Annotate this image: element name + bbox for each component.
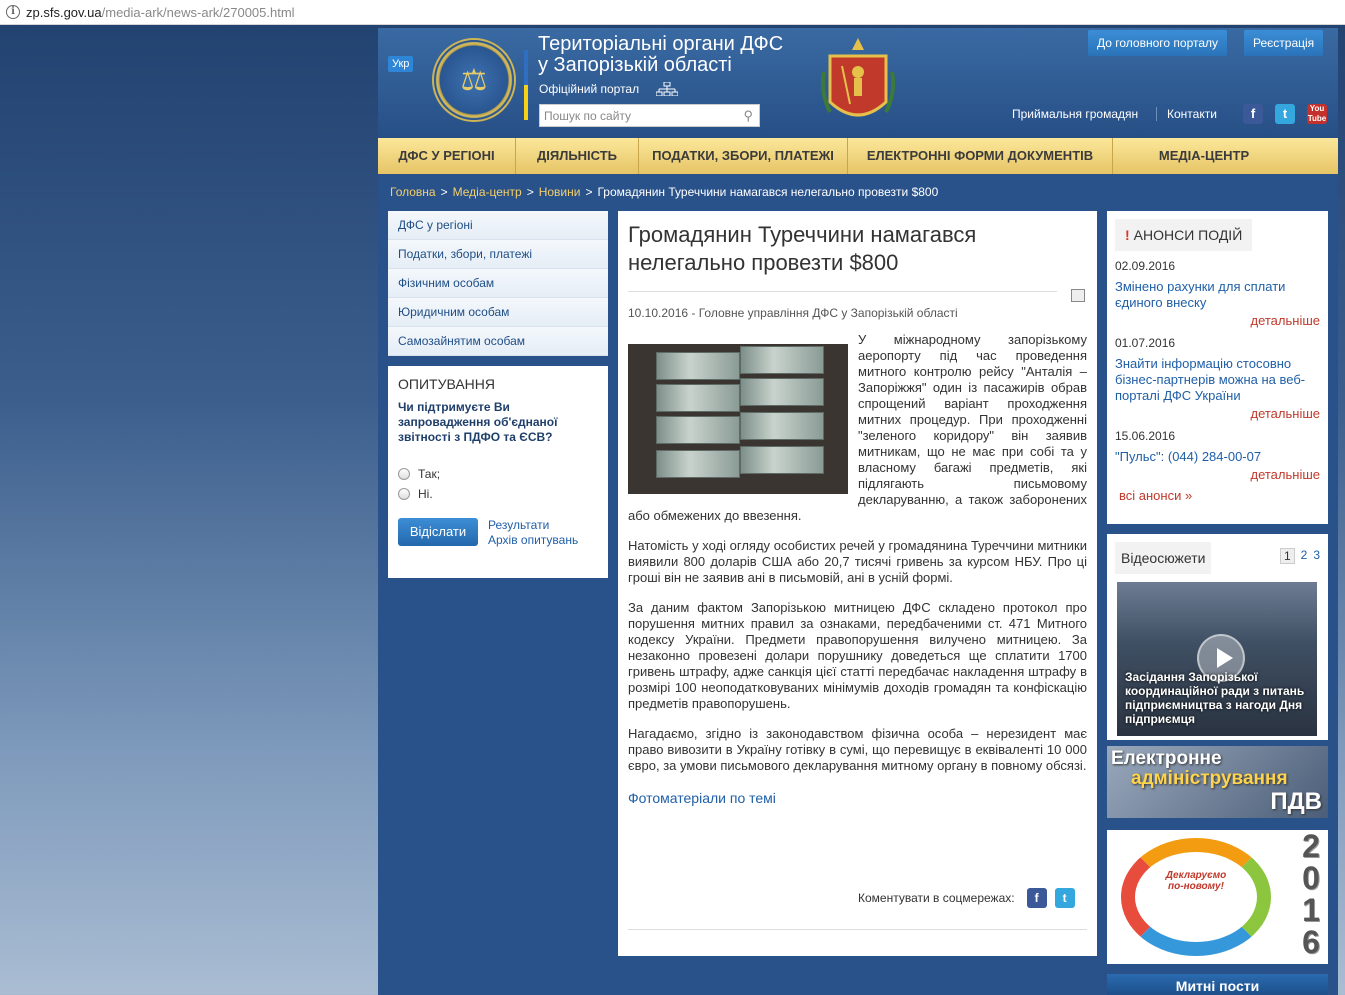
article-paragraph: У міжнародному запорізькому аеропорту під час проведення митного контролю рейсу "Анталія – Запоріжжя" один із пасажирів обрав спрощений варіант проходження митних процедур. При проходженні "зеленого коридору" він заявив митникам, що не має при собі та у власному багажі предметів, які підлягають письмовому декларуванню, а також заборонених або обмежених до ввезення.	[628, 332, 1087, 523]
breadcrumb-news[interactable]: Новини	[538, 185, 581, 199]
announcement-link[interactable]: Знайти інформацію стосовно бізнес-партнерів можна на веб-порталі ДФС України	[1115, 356, 1306, 403]
sidebar-item-taxes[interactable]: Податки, збори, платежі	[388, 240, 608, 269]
language-switch[interactable]: Укр	[388, 56, 413, 72]
article-photo[interactable]	[628, 344, 848, 494]
all-announcements-link[interactable]: всі анонси »	[1119, 488, 1193, 503]
address-bar[interactable]	[0, 0, 1345, 25]
site-container	[378, 28, 1338, 995]
main-portal-button[interactable]: До головного порталу	[1088, 30, 1227, 56]
video-widget	[1107, 534, 1328, 740]
article-meta: 10.10.2016 - Головне управління ДФС у Запорізькій області	[628, 306, 958, 320]
radio-no[interactable]	[398, 488, 410, 500]
dfs-emblem-logo[interactable]	[432, 38, 516, 122]
facebook-icon[interactable]: f	[1027, 888, 1047, 908]
menu-item-taxes[interactable]: ПОДАТКИ, ЗБОРИ, ПЛАТЕЖІ	[639, 138, 848, 174]
page-2[interactable]: 2	[1300, 548, 1308, 562]
sidebar-item-dfs-region[interactable]: ДФС у регіоні	[388, 211, 608, 240]
twitter-icon[interactable]: t	[1055, 888, 1075, 908]
article-body	[628, 332, 1087, 806]
e-vat-banner[interactable]: Електронне адміністрування ПДВ	[1107, 746, 1328, 818]
announcement-link[interactable]: "Пульс": (044) 284-00-07	[1115, 449, 1262, 464]
breadcrumb-media[interactable]: Медіа-центр	[452, 185, 522, 199]
announcements-tab: ! АНОНСИ ПОДІЙ	[1115, 219, 1252, 251]
poll-archive-link[interactable]: Архів опитувань	[488, 533, 579, 547]
main-menu	[378, 138, 1338, 174]
site-subtitle: Офіційний портал	[539, 82, 640, 96]
banknote-image	[656, 384, 740, 412]
share-bar	[858, 888, 1075, 908]
divider	[1156, 107, 1157, 121]
breadcrumb: Головна > Медіа-центр > Новини > Громадянин Туреччини намагався нелегально провезти $800	[390, 185, 939, 199]
poll-title: ОПИТУВАННЯ	[398, 376, 496, 392]
radio-yes[interactable]	[398, 468, 410, 480]
menu-item-media-center[interactable]: МЕДІА-ЦЕНТР	[1158, 148, 1250, 163]
announcement-date: 15.06.2016	[1115, 429, 1176, 443]
url-domain: zp.sfs.gov.ua	[26, 4, 102, 20]
header	[378, 28, 1338, 138]
sidebar-item-legal-entities[interactable]: Юридичним особам	[388, 298, 608, 327]
menu-item-activity[interactable]: ДІЯЛЬНІСТЬ	[516, 138, 639, 174]
poll-option-yes[interactable]: Так;	[398, 467, 598, 481]
facebook-icon[interactable]: f	[1243, 104, 1263, 124]
photo-materials-link[interactable]: Фотоматеріали по темі	[628, 790, 776, 806]
article-paragraph: Нагадаємо, згідно із законодавством фізична особа – нерезидент має право вивозити в Україну готівку в сумі, що перевищує в еквіваленті 10 000 євро, за умови письмового декларування митному органу в повному обсязі.	[628, 726, 1087, 773]
announcement-date: 01.07.2016	[1115, 336, 1176, 350]
banknote-image	[740, 446, 824, 474]
banknote-image	[656, 352, 740, 380]
flag-stripe	[524, 50, 528, 120]
announcement-more-link[interactable]: детальніше	[1250, 406, 1320, 421]
divider	[628, 929, 1087, 930]
announcement-date: 02.09.2016	[1115, 259, 1176, 273]
exclamation-icon: !	[1125, 227, 1130, 243]
search-input[interactable]	[540, 105, 730, 126]
poll-question: Чи підтримуєте Ви запровадження об'єднаної звітності з ПДФО та ЄСВ?	[398, 400, 558, 444]
banknote-image	[656, 416, 740, 444]
search-box	[539, 104, 760, 127]
article	[618, 211, 1097, 956]
share-label: Коментувати в соцмережах:	[858, 891, 1015, 905]
poll-links	[488, 518, 578, 548]
breadcrumb-home[interactable]: Головна	[390, 185, 436, 199]
url-path: /media-ark/news-ark/270005.html	[101, 4, 295, 20]
poll-results-link[interactable]: Результати	[488, 518, 550, 532]
customs-posts-banner[interactable]: Митні пости	[1107, 974, 1328, 995]
menu-item-dfs-region[interactable]: ДФС У РЕГІОНІ	[378, 138, 516, 174]
banknote-image	[656, 450, 740, 478]
declaration-2016-banner[interactable]: Декларуємо по-новому! 2 0 1 6	[1107, 830, 1328, 964]
zaporizhzhia-coat-of-arms-icon	[820, 32, 896, 130]
twitter-icon[interactable]: t	[1275, 104, 1295, 124]
announcements-widget	[1107, 211, 1328, 524]
video-thumbnail[interactable]	[1117, 582, 1317, 736]
youtube-icon[interactable]: You Tube	[1307, 104, 1327, 123]
page-1[interactable]: 1	[1280, 548, 1295, 564]
announcement-more-link[interactable]: детальніше	[1250, 313, 1320, 328]
trident-icon: ⚖	[460, 62, 488, 98]
article-title: Громадянин Туреччини намагався нелегально провезти $800	[628, 222, 977, 275]
sidebar-nav	[388, 211, 608, 356]
search-icon[interactable]: ⚲	[743, 108, 753, 123]
contacts-link[interactable]: Контакти	[1167, 107, 1217, 121]
reception-link[interactable]: Приймальня громадян	[1012, 107, 1139, 121]
article-paragraph: За даним фактом Запорізькою митницею ДФС складено протокол про порушення митних правил за ознаками, передбаченими ст. 471 Митного кодексу України. Предмети правопорушення вилучено митницею. За незаконно провезені долари порушнику доведеться ще сплатити 1700 гривень штрафу, адже санкція цієї статті передбачає накладення штрафу в розмірі 100 неоподатковуваних мінімумів доходів громадян та конфіскацію предметів правопорушень.	[628, 600, 1087, 711]
poll-widget	[388, 366, 608, 578]
sidebar-item-individuals[interactable]: Фізичним особам	[388, 269, 608, 298]
divider	[628, 291, 1057, 292]
sitemap-icon[interactable]	[656, 82, 678, 96]
announcement-more-link[interactable]: детальніше	[1250, 467, 1320, 482]
sidebar-item-self-employed[interactable]: Самозайнятим особам	[388, 327, 608, 356]
year-label: 2 0 1 6	[1296, 830, 1326, 964]
breadcrumb-current: Громадянин Туреччини намагався нелегально провезти $800	[597, 185, 939, 199]
banknote-image	[740, 412, 824, 440]
banner-ring-graphic	[1121, 838, 1271, 956]
video-caption: Засідання Запорізької координаційної ради з питань підприємництва з нагоди Дня підприємця	[1125, 670, 1305, 726]
announcement-link[interactable]: Змінено рахунки для сплати єдиного внеску	[1115, 279, 1286, 310]
print-icon[interactable]	[1071, 289, 1085, 302]
article-paragraph: Натомість у ході огляду особистих речей у громадянина Туреччини митники виявили 800 доларів США або 20,7 тисячі гривень за курсом НБУ. Про ці гроші він не заявив ані в письмовій, ані в усній формі.	[628, 538, 1087, 585]
poll-option-no[interactable]: Ні.	[398, 487, 598, 501]
page-3[interactable]: 3	[1313, 548, 1320, 562]
poll-submit-button[interactable]: Відіслати	[398, 518, 478, 546]
register-button[interactable]: Реєстрація	[1244, 30, 1323, 56]
menu-item-e-forms[interactable]: ЕЛЕКТРОННІ ФОРМИ ДОКУМЕНТІВ	[848, 138, 1113, 174]
banknote-image	[740, 346, 824, 374]
video-pagination	[1280, 548, 1320, 564]
info-icon[interactable]: i	[6, 5, 20, 19]
video-tab: Відеосюжети	[1115, 542, 1211, 574]
banknote-image	[740, 378, 824, 406]
site-title[interactable]: Територіальні органи ДФС у Запорізькій області	[538, 33, 784, 76]
